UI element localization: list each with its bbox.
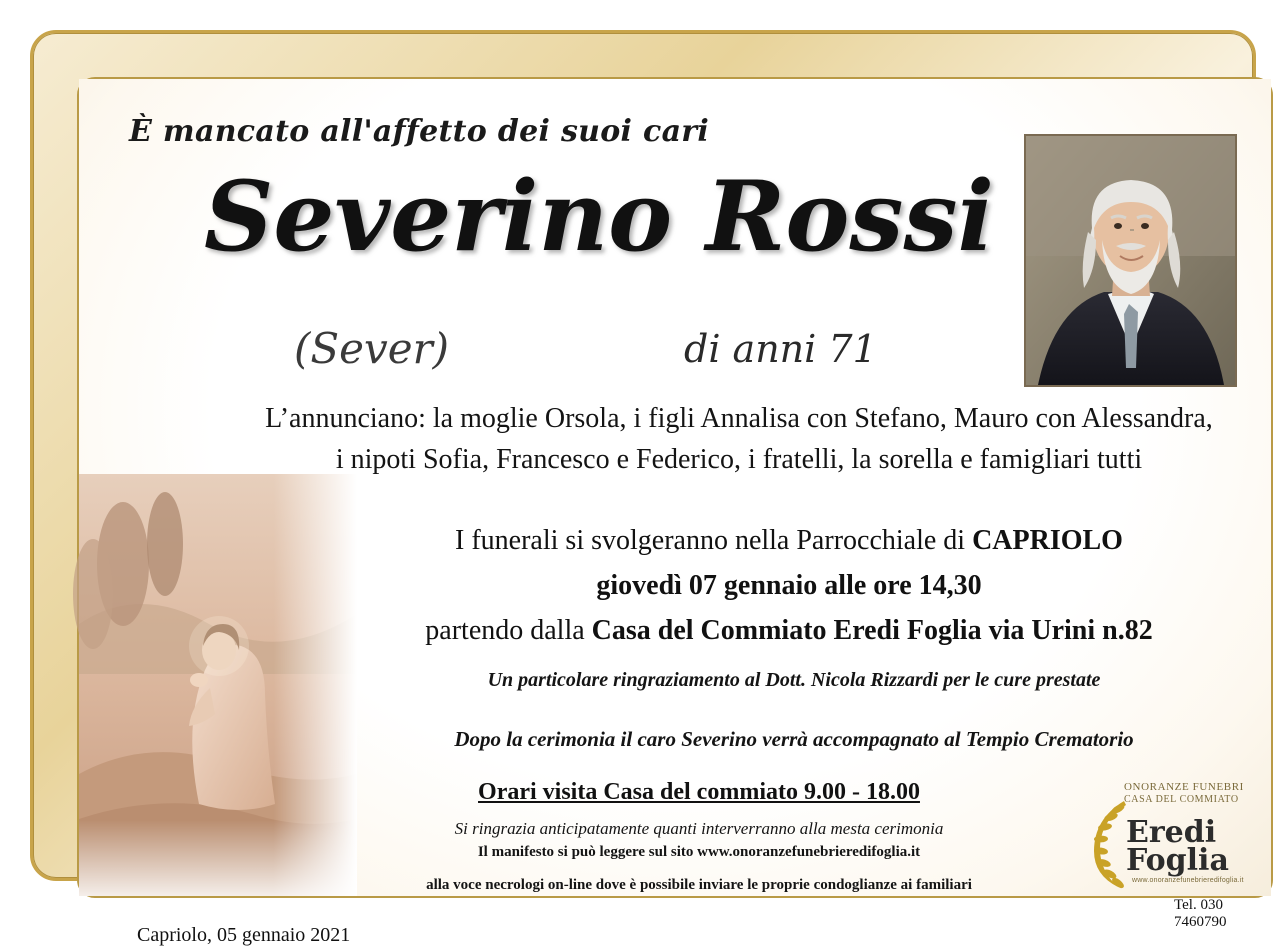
cremation-note: Dopo la cerimonia il caro Severino verrà accompagnato al Tempio Crematorio xyxy=(454,727,1134,751)
doctor-thanks: Un particolare ringraziamento al Dott. Nicola Rizzardi per le cure prestate xyxy=(487,669,1101,691)
card-outer-frame xyxy=(30,30,1256,946)
logo-name-foglia: Foglia xyxy=(1126,843,1229,878)
deceased-name: Severino Rossi xyxy=(204,160,994,273)
funeral-parish: CAPRIOLO xyxy=(972,525,1123,556)
family-line-1: L’annunciano: la moglie Orsola, i figli Annalisa con Stefano, Mauro con Alessandra, xyxy=(265,403,1213,434)
logo-website: www.onoranzefunebrieredifoglia.it xyxy=(1132,877,1244,884)
funeral-line-2 xyxy=(309,564,1269,609)
logo-line-2: CASA DEL COMMIATO xyxy=(1124,794,1239,805)
condolences-note: alla voce necrologi on-line dove è possibile inviare le proprie condoglianze ai familiari xyxy=(426,877,972,893)
website-note: Il manifesto si può leggere sul sito www.onoranzefunebrieredifoglia.it xyxy=(477,844,921,860)
family-line-2: i nipoti Sofia, Francesco e Federico, i fratelli, la sorella e famigliari tutti xyxy=(335,443,1143,475)
visiting-hours: Orari visita Casa del commiato 9.00 - 18.00 xyxy=(478,779,920,805)
ceremony-note: Si ringrazia anticipatamente quanti interverranno alla mesta cerimonia xyxy=(454,819,944,838)
funeral-line-3 xyxy=(309,609,1269,654)
funeral-details xyxy=(309,519,1269,653)
place-and-date: Capriolo, 05 gennaio 2021 xyxy=(137,924,351,946)
card-inner-frame xyxy=(77,77,1273,946)
logo-line-1: ONORANZE FUNEBRI xyxy=(1124,781,1244,793)
funeral-departure-place: Casa del Commiato Eredi Foglia via Urini n.82 xyxy=(591,614,1153,646)
family-announcement xyxy=(209,399,1269,480)
logo-name-eredi: Eredi xyxy=(1126,815,1217,850)
deceased-nickname: (Sever) xyxy=(294,324,450,373)
intro-text: È mancato all'affetto dei suoi cari xyxy=(129,114,710,149)
deceased-portrait-photo xyxy=(1024,134,1237,387)
funeral-line-3-text: partendo dalla xyxy=(425,614,592,646)
laurel-wreath-icon xyxy=(1084,797,1130,889)
funeral-line-1-text: I funerali si svolgeranno nella Parrocchiale di xyxy=(455,525,973,556)
funeral-datetime: giovedì 07 gennaio alle ore 14,30 xyxy=(596,569,982,601)
funeral-line-1 xyxy=(309,519,1269,564)
logo-telephone: Tel. 030 7460790 xyxy=(1174,897,1227,930)
deceased-age: di anni 71 xyxy=(684,327,877,371)
funeral-home-logo xyxy=(1084,779,1269,930)
